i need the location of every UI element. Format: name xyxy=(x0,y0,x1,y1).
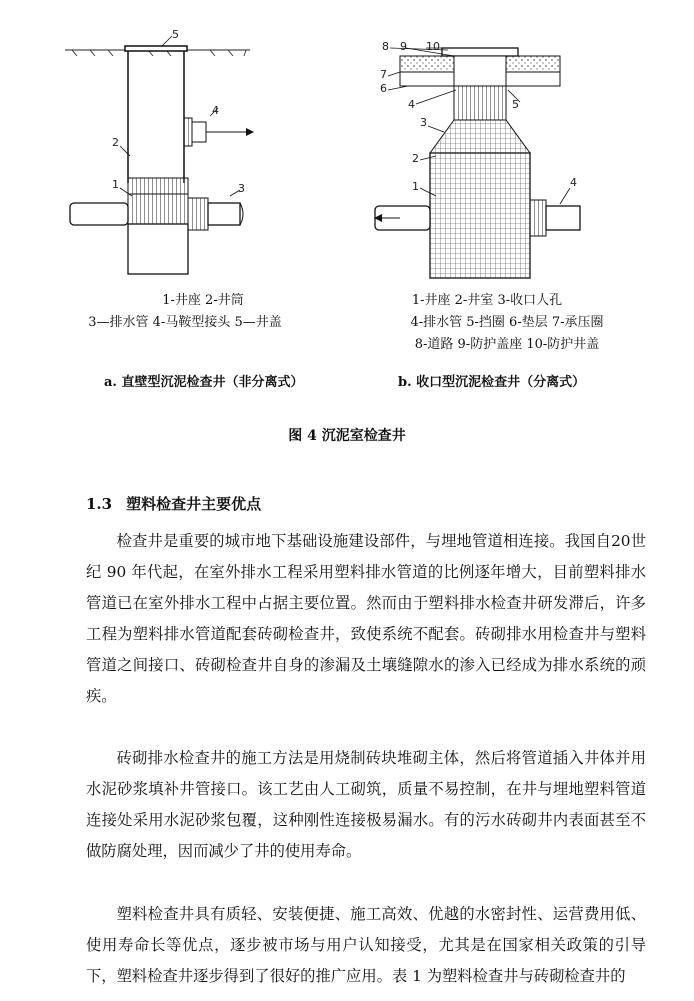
legend-a-line-2: 3—排水管 4-马鞍型接头 5—井盖 xyxy=(88,315,282,330)
figure-b-legend xyxy=(372,290,642,356)
paragraph-2: 砖砌排水检查井的施工方法是用烧制砖块堆砌主体，然后将管道插入井体并用水泥砂浆填补井管接口。该工艺由人工砌筑，质量不易控制，在井与埋地塑料管道连接处采用水泥砂浆包覆，这种刚性连接极易漏水。有的污水砖砌井内表面甚至不做防腐处理，因而减少了井的使用寿命。 xyxy=(86,749,646,860)
callout-b-4: 4 xyxy=(570,176,577,189)
callout-b-6: 6 xyxy=(380,82,387,95)
figure-a-drawing xyxy=(60,28,275,283)
callout-b-1: 1 xyxy=(412,180,419,193)
callout-b-10: 10 xyxy=(426,40,440,53)
figure-title: 图 4 沉泥室检查井 xyxy=(288,428,406,444)
callout-b-5: 5 xyxy=(512,98,519,111)
section-number: 1.3 xyxy=(86,495,113,513)
callout-b-9: 9 xyxy=(400,40,407,53)
figure-a-legend xyxy=(88,290,318,334)
legend-b-line-3: 8-道路 9-防护盖座 10-防护井盖 xyxy=(414,337,600,352)
legend-a-line-1: 1-井座 2-井筒 xyxy=(162,293,244,308)
section-heading xyxy=(86,493,261,514)
callout-a-3: 3 xyxy=(238,182,245,195)
figure-b-drawing xyxy=(370,28,590,283)
paragraph-3: 塑料检查井具有质轻、安装便捷、施工高效、优越的水密封性、运营费用低、使用寿命长等优点，逐步被市场与用户认知接受，尤其是在国家相关政策的引导下，塑料检查井逐步得到了很好的推广应用。表 1 为塑料检查井与砖砌检查井的 xyxy=(86,905,646,985)
figure-b-caption: b. 收口型沉泥检查井（分离式） xyxy=(398,375,586,390)
callout-b-7: 7 xyxy=(380,68,387,81)
section-title-text: 塑料检查井主要优点 xyxy=(126,495,262,513)
paragraph-1: 检查井是重要的城市地下基础设施建设部件，与埋地管道相连接。我国自20世纪 90 年代起，在室外排水工程采用塑料排水管道的比例逐年增大，目前塑料排水管道已在室外排水工程中占据主要位置。然而由于塑料排水检查井研发滞后，许多工程为塑料排水管道配套砖砌检查井，致使系统不配套。砖砌排水用检查井与塑料管道之间接口、砖砌检查井自身的渗漏及土壤缝隙水的渗入已经成为排水系统的顽疾。 xyxy=(86,532,646,705)
legend-b-line-2: 4-排水管 5-挡圈 6-垫层 7-承压圈 xyxy=(410,315,604,330)
callout-b-2: 2 xyxy=(412,152,419,165)
callout-a-1: 1 xyxy=(112,178,119,191)
callout-a-5: 5 xyxy=(172,28,179,41)
legend-b-line-1: 1-井座 2-井室 3-收口人孔 xyxy=(411,293,563,308)
figure-a-caption: a. 直壁型沉泥检查井（非分离式） xyxy=(104,375,304,390)
callout-b-3: 3 xyxy=(420,116,427,129)
callout-a-2: 2 xyxy=(112,136,119,149)
callout-a-4: 4 xyxy=(212,104,219,117)
callout-b-8: 8 xyxy=(382,40,389,53)
callout-b-4-top: 4 xyxy=(408,98,415,111)
